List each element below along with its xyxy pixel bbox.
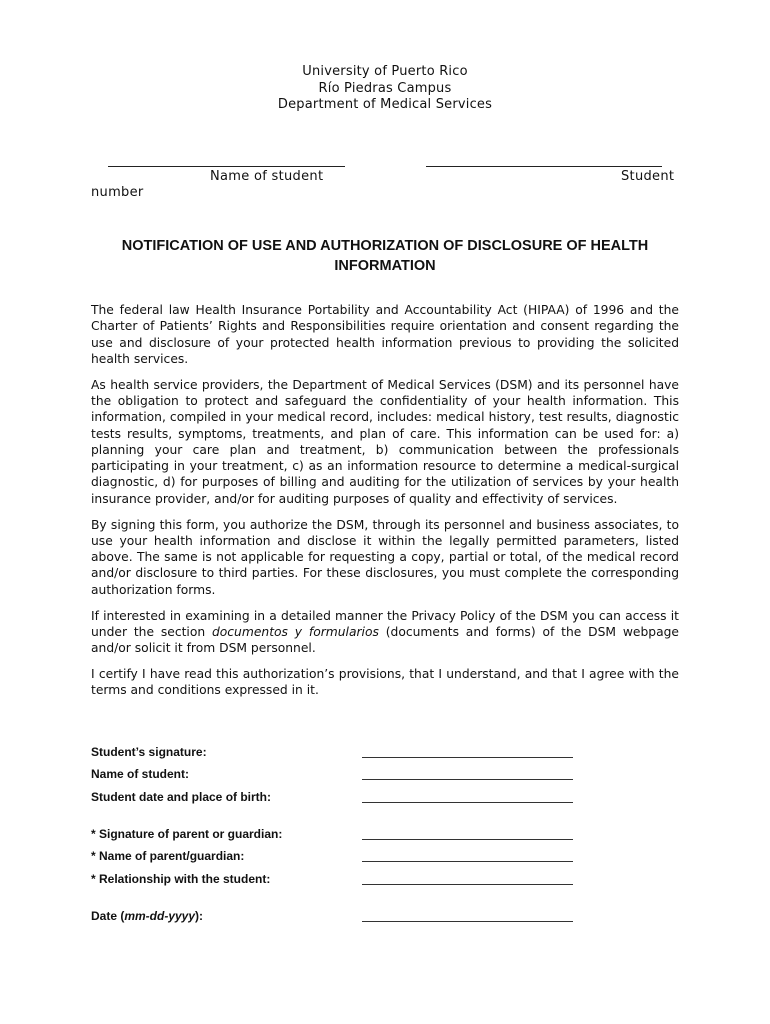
student-name-line[interactable] [108,166,345,167]
parent-signature-label: * Signature of parent or guardian: [91,827,283,841]
date-format: mm-dd-yyyy [124,909,196,923]
department-name: Department of Medical Services [277,97,493,112]
student-number-label: Student [621,169,675,184]
date-row [91,909,591,925]
university-name: University of Puerto Rico [302,64,468,79]
paragraph-certification: I certify I have read this authorization’s provisions, that I understand, and that I agree with the terms and conditions expressed in it. [91,666,679,698]
student-name-label: Name of student [210,169,324,184]
parent-name-row [91,849,591,865]
document-body [91,302,679,708]
paragraph-authorization: By signing this form, you authorize the DSM, through its personnel and business associates, to use your health information and disclose it within the legally permitted parameters, listed above. The same is not applicable for requesting a copy, partial or total, of the medical record and/or disclosure to third parties. For these disclosures, you must complete the corresponding authorization forms. [91,517,679,597]
relationship-field[interactable] [362,884,573,885]
documents-section-name: documentos y formularios [211,624,379,639]
student-number-label-continued: number [91,185,144,200]
document-title: NOTIFICATION OF USE AND AUTHORIZATION OF DISCLOSURE OF HEALTH INFORMATION [121,238,649,274]
date-field[interactable] [362,921,573,922]
document-header [0,64,770,114]
student-name-row [91,767,591,783]
parent-name-field[interactable] [362,861,573,862]
student-birth-row [91,790,591,806]
parent-signature-field[interactable] [362,839,573,840]
student-name-field-label: Name of student: [91,767,190,781]
privacy-text-end: (documents and forms) of the DSM webpage and/or solicit it from DSM personnel. [91,624,679,656]
student-birth-field[interactable] [362,802,573,803]
campus-name: Río Piedras Campus [318,80,452,96]
date-label-suffix: ): [195,909,204,923]
student-number-line[interactable] [426,166,662,167]
relationship-row [91,872,591,888]
date-label-prefix: Date ( [91,909,125,923]
relationship-label: * Relationship with the student: [91,872,271,886]
student-signature-label: Student’s signature: [91,745,207,759]
student-signature-field[interactable] [362,757,573,758]
student-name-field[interactable] [362,779,573,780]
parent-signature-row [91,827,591,843]
privacy-text-start: If interested in examining in a detailed manner the Privacy Policy of the DSM you can access it under the section [91,608,679,639]
paragraph-obligations: As health service providers, the Department of Medical Services (DSM) and its personnel have the obligation to protect and safeguard the confidentiality of your health information. This information, compiled in your medical record, includes: medical history, test results, diagnostic tests results, symptoms, treatments, and plan of care. This information can be used for: a) planning your care plan and treatment, b) communication between the professionals participating in your treatment, c) as an information resource to determine a medical-surgical diagnostic, d) for purposes of billing and auditing for the utilization of services by your health insurance provider, and/or for auditing purposes of quality and effectivity of services. [91,377,679,506]
paragraph-privacy-policy [91,608,679,657]
paragraph-hipaa: The federal law Health Insurance Portability and Accountability Act (HIPAA) of 1996 and the Charter of Patients’ Rights and Responsibilities require orientation and consent regarding the use and disclosure of your protected health information previous to providing the solicited health services. [91,303,679,366]
parent-name-label: * Name of parent/guardian: [91,849,245,863]
student-signature-row [91,745,591,761]
student-birth-label: Student date and place of birth: [91,790,272,804]
date-label [91,909,203,923]
